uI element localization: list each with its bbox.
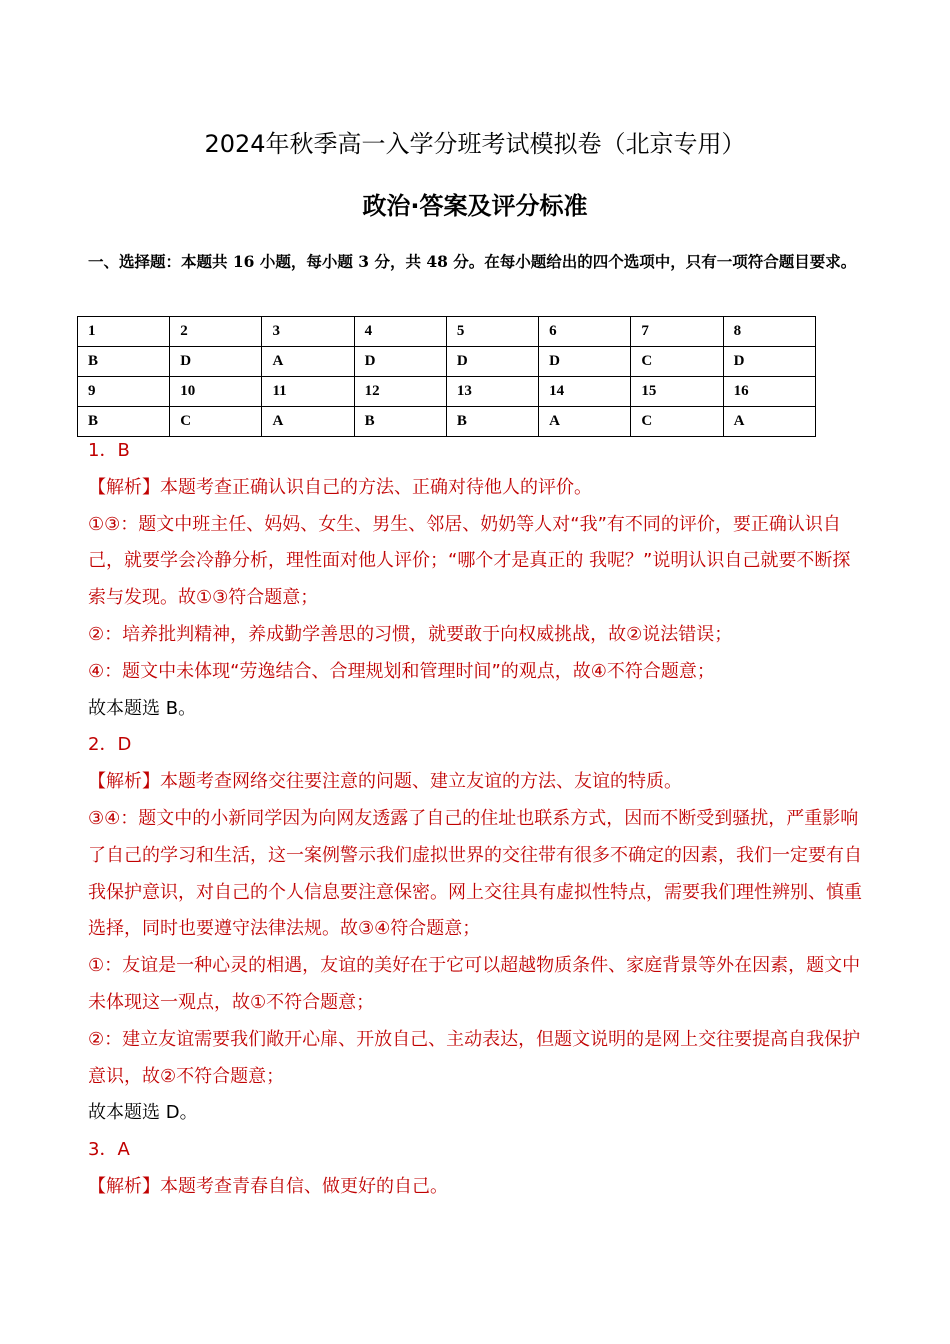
- table-cell: 10: [170, 377, 262, 407]
- table-cell: C: [631, 347, 723, 377]
- table-cell: 14: [539, 377, 631, 407]
- table-cell: 7: [631, 317, 723, 347]
- table-cell: D: [539, 347, 631, 377]
- table-cell: 1: [78, 317, 170, 347]
- table-cell: D: [170, 347, 262, 377]
- table-cell: B: [78, 347, 170, 377]
- analysis-paragraph: 【解析】本题考查正确认识自己的方法、正确对待他人的评价。: [88, 476, 592, 498]
- table-cell: D: [723, 347, 815, 377]
- answer-conclusion: 故本题选 D。: [88, 1102, 198, 1124]
- analysis-paragraph: 【解析】本题考查网络交往要注意的问题、建立友谊的方法、友谊的特质。: [88, 771, 682, 793]
- table-cell: 5: [446, 317, 538, 347]
- table-cell: D: [446, 347, 538, 377]
- table-cell: 13: [446, 377, 538, 407]
- table-cell: D: [354, 347, 446, 377]
- analysis-paragraph: ②：建立友谊需要我们敞开心扉、开放自己、主动表达，但题文说明的是网上交往要提高自我保护意识，故②不符合题意；: [88, 1028, 861, 1087]
- table-cell: B: [78, 407, 170, 437]
- table-cell: 3: [262, 317, 354, 347]
- analysis-paragraph: ①③：题文中班主任、妈妈、女生、男生、邻居、奶奶等人对“我”有不同的评价，要正确认识自己，就要学会冷静分析，理性面对他人评价；“哪个才是真正的 我呢？”说明认识自己就要不断探索与发现。故①③符合题意；: [88, 513, 851, 609]
- analysis-paragraph: ③④：题文中的小新同学因为向网友透露了自己的住址也联系方式，因而不断受到骚扰，严重影响了自己的学习和生活，这一案例警示我们虚拟世界的交往带有很多不确定的因素，我们一定要有自我保护意识，对自己的个人信息要注意保密。网上交往具有虚拟性特点，需要我们理性辨别、慎重选择，同时也要遵守法律法规。故③④符合题意；: [88, 807, 862, 940]
- table-cell: 9: [78, 377, 170, 407]
- question-number: 1．B: [88, 440, 130, 461]
- table-cell: A: [262, 407, 354, 437]
- analysis-paragraph: ②：培养批判精神，养成勤学善思的习惯，就要敢于向权威挑战，故②说法错误；: [88, 623, 733, 645]
- answer-conclusion: 故本题选 B。: [88, 697, 197, 719]
- table-cell: A: [723, 407, 815, 437]
- table-cell: 15: [631, 377, 723, 407]
- table-row: [78, 317, 816, 347]
- table-cell: 16: [723, 377, 815, 407]
- table-cell: A: [262, 347, 354, 377]
- analysis-paragraph: ④：题文中未体现“劳逸结合、合理规划和管理时间”的观点，故④不符合题意；: [88, 660, 715, 682]
- table-cell: B: [354, 407, 446, 437]
- table-cell: A: [539, 407, 631, 437]
- table-cell: C: [170, 407, 262, 437]
- section-heading: 一、选择题：本题共 16 小题，每小题 3 分，共 48 分。在每小题给出的四个选项中，只有一项符合题目要求。: [88, 252, 857, 271]
- analysis-paragraph: 【解析】本题考查青春自信、做更好的自己。: [88, 1175, 448, 1197]
- question-number: 2．D: [88, 734, 132, 756]
- answer-table: [77, 316, 816, 437]
- table-cell: 2: [170, 317, 262, 347]
- table-row: [78, 407, 816, 437]
- answer-explanations: [88, 433, 866, 1206]
- page-subtitle: 政治·答案及评分标准: [362, 192, 588, 220]
- table-cell: 6: [539, 317, 631, 347]
- table-cell: 4: [354, 317, 446, 347]
- question-number: 3．A: [88, 1139, 130, 1161]
- table-cell: 12: [354, 377, 446, 407]
- table-row: [78, 347, 816, 377]
- table-cell: C: [631, 407, 723, 437]
- table-cell: 11: [262, 377, 354, 407]
- table-cell: 8: [723, 317, 815, 347]
- page-title: 2024年秋季高一入学分班考试模拟卷（北京专用）: [204, 130, 746, 158]
- analysis-paragraph: ①：友谊是一种心灵的相遇，友谊的美好在于它可以超越物质条件、家庭背景等外在因素，题文中未体现这一观点，故①不符合题意；: [88, 955, 861, 1013]
- table-row: [78, 377, 816, 407]
- table-cell: B: [446, 407, 538, 437]
